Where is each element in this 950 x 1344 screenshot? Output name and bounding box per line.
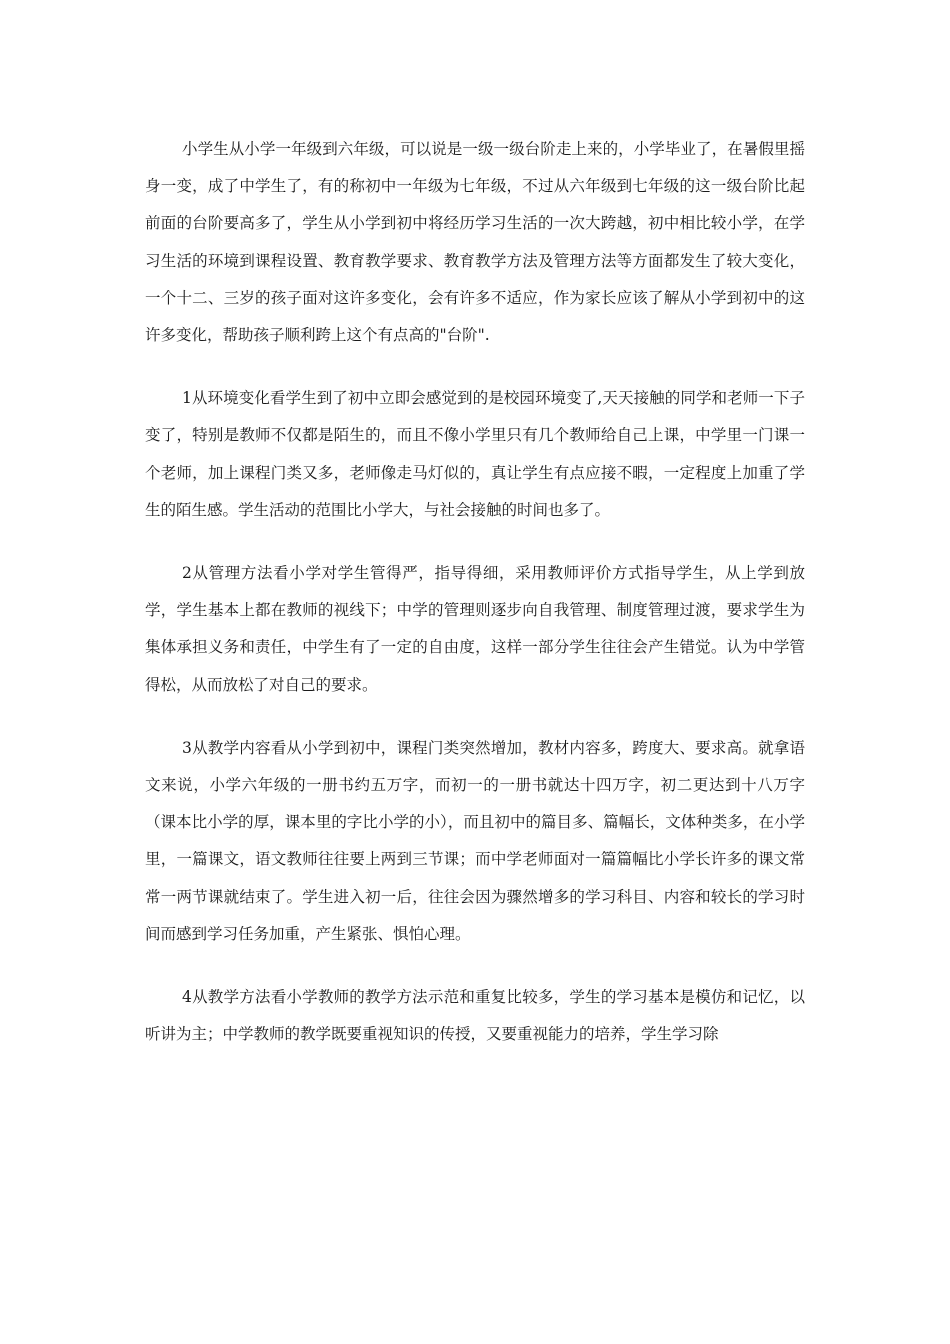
paragraph-teaching-content: 3从教学内容看从小学到初中，课程门类突然增加，教材内容多，跨度大、要求高。就拿语文来说，小学六年级的一册书约五万字，而初一的一册书就达十四万字，初二更达到十八万字（课本比小学的厚，课本里的字比小学的小），而且初中的篇目多、篇幅长，文体种类多，在小学里，一篇课文，语文教师往往要上两到三节课；而中学老师面对一篇篇幅比小学长许多的课文常常一两节课就结束了。学生进入初一后，往往会因为骤然增多的学习科目、内容和较长的学习时间而感到学习任务加重，产生紧张、惧怕心理。: [145, 738, 805, 943]
paragraph-intro: 小学生从小学一年级到六年级，可以说是一级一级台阶走上来的，小学毕业了，在暑假里摇身一变，成了中学生了，有的称初中一年级为七年级，不过从六年级到七年级的这一级台阶比起前面的台阶要高多了，学生从小学到初中将经历学习生活的一次大跨越，初中相比较小学，在学习生活的环境到课程设置、教育教学要求、教育教学方法及管理方法等方面都发生了较大变化，一个十二、三岁的孩子面对这许多变化，会有许多不适应，作为家长应该了解从小学到初中的这许多变化，帮助孩子顺利跨上这个有点高的"台阶".: [145, 140, 805, 345]
paragraph-management: 2从管理方法看小学对学生管得严，指导得细，采用教师评价方式指导学生，从上学到放学，学生基本上都在教师的视线下；中学的管理则逐步向自我管理、制度管理过渡，要求学生为集体承担义务和责任，中学生有了一定的自由度，这样一部分学生往往会产生错觉。认为中学管得松，从而放松了对自己的要求。: [145, 564, 805, 694]
document-body: [145, 131, 805, 1079]
paragraph-environment: 1从环境变化看学生到了初中立即会感觉到的是校园环境变了,天天接触的同学和老师一下子变了，特别是教师不仅都是陌生的，而且不像小学里只有几个教师给自己上课，中学里一门课一个老师，加上课程门类又多，老师像走马灯似的，真让学生有点应接不暇，一定程度上加重了学生的陌生感。学生活动的范围比小学大，与社会接触的时间也多了。: [145, 389, 805, 519]
paragraph-teaching-method: 4从教学方法看小学教师的教学方法示范和重复比较多，学生的学习基本是模仿和记忆，以听讲为主；中学教师的教学既要重视知识的传授，又要重视能力的培养，学生学习除: [145, 988, 805, 1044]
